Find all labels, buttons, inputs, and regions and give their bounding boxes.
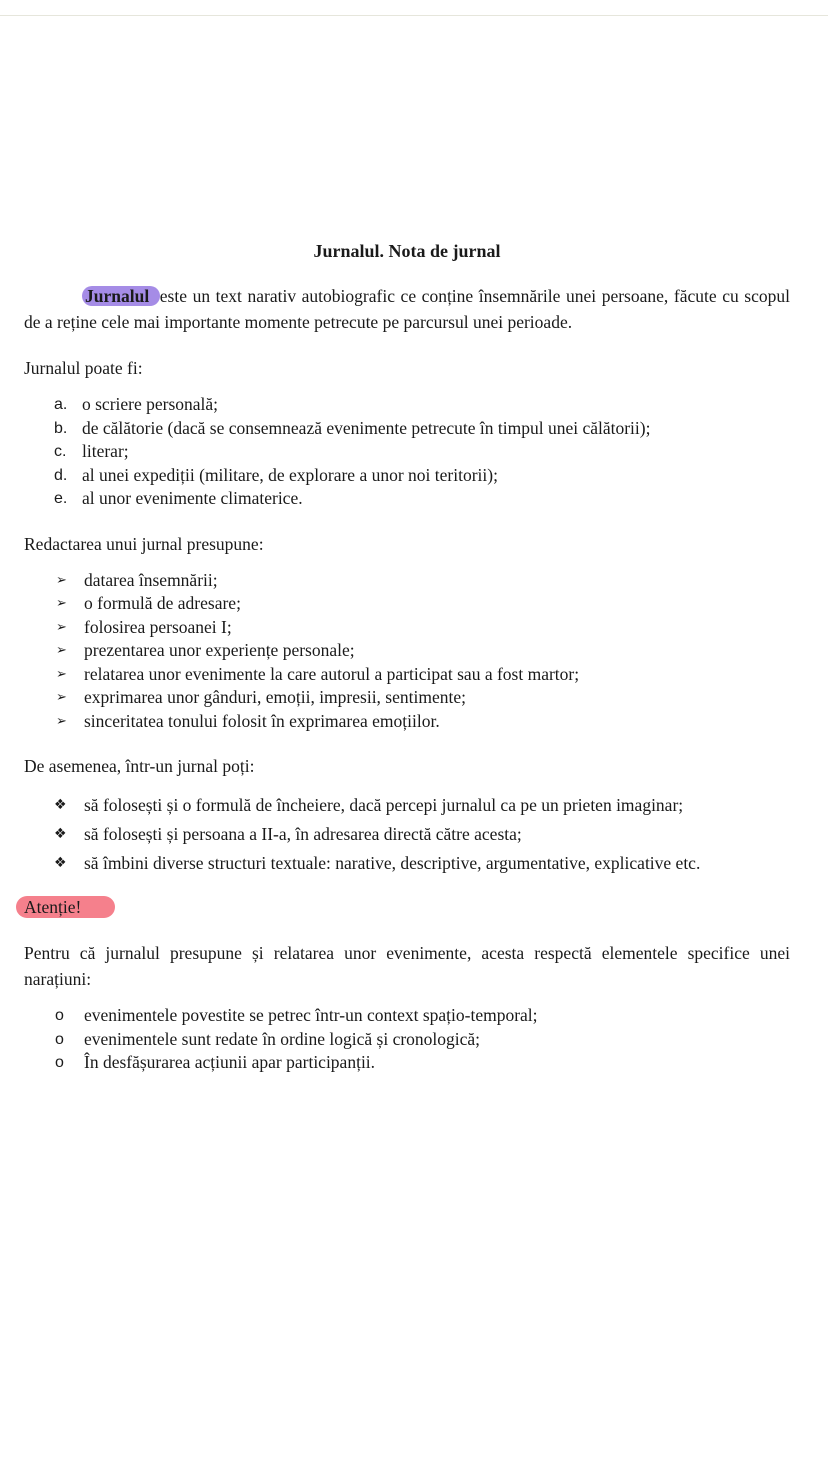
list-item [24, 569, 790, 593]
list-item-text: prezentarea unor experiențe personale; [84, 640, 355, 660]
list-item-text: literar; [82, 441, 129, 461]
arrow-bullet-icon: ➢ [56, 643, 67, 658]
list-marker: e. [54, 490, 68, 507]
list-item [24, 1028, 790, 1052]
writing-heading: Redactarea unui jurnal presupune: [24, 533, 264, 554]
list-item-text: În desfășurarea acțiunii apar participanții. [84, 1052, 376, 1072]
list-item-text: o formulă de adresare; [84, 593, 241, 613]
diamond-bullet-icon: ❖ [54, 797, 67, 813]
list-item-text: să folosești și persoana a II-a, în adresarea directă către acesta; [84, 824, 522, 844]
list-item [24, 393, 790, 417]
list-item-text: exprimarea unor gânduri, emoții, impresii, sentimente; [84, 687, 466, 707]
diamond-bullet-icon: ❖ [54, 826, 67, 842]
arrow-bullet-icon: ➢ [56, 666, 67, 682]
list-item [24, 616, 790, 640]
arrow-bullet-icon: ➢ [56, 596, 67, 611]
list-item [24, 791, 790, 820]
arrow-bullet-icon: ➢ [56, 572, 67, 588]
list-item [24, 464, 790, 488]
list-item [24, 440, 790, 464]
list-marker: d. [54, 466, 68, 484]
also-heading: De asemenea, într-un jurnal poți: [24, 756, 255, 776]
list-item-text: relatarea unor evenimente la care autorul a participat sau a fost martor; [84, 663, 580, 684]
list-item-text: să folosești și o formulă de încheiere, dacă percepi jurnalul ca pe un prieten imaginar; [84, 795, 684, 815]
list-marker: b. [54, 419, 68, 437]
types-heading: Jurnalul poate fi: [24, 358, 143, 378]
list-item [24, 710, 790, 734]
list-item [24, 417, 790, 441]
list-marker: c. [54, 443, 67, 460]
list-item [24, 592, 790, 616]
list-item-text: de călătorie (dacă se consemnează evenimente petrecute în timpul unei călătorii); [82, 417, 651, 438]
arrow-bullet-icon: ➢ [56, 690, 67, 705]
list-item [24, 487, 790, 511]
list-item [24, 849, 790, 878]
types-list [24, 393, 790, 511]
diamond-bullet-icon: ❖ [54, 855, 67, 871]
list-item-text: sinceritatea tonului folosit în exprimarea emoțiilor. [84, 710, 440, 731]
list-item-text: să îmbini diverse structuri textuale: narative, descriptive, argumentative, explicative etc. [84, 853, 701, 873]
circle-bullet-icon: o [55, 1030, 64, 1048]
intro-text: este un text narativ autobiografic ce conține însemnările unei persoane, făcute cu scopul de a reține cele mai importante momente petrecute pe parcursul unei perioade. [24, 286, 790, 332]
arrow-bullet-icon: ➢ [56, 713, 67, 729]
circle-bullet-icon: o [55, 1054, 64, 1071]
list-item-text: folosirea persoanei I; [84, 616, 232, 637]
also-list [24, 791, 790, 878]
highlighted-term: Jurnalul [82, 286, 160, 306]
page-title: Jurnalul. Nota de jurnal [313, 241, 501, 261]
intro-paragraph [24, 283, 790, 335]
list-item [24, 1051, 790, 1075]
list-marker: a. [54, 396, 68, 413]
list-item [24, 686, 790, 710]
list-item-text: o scriere personală; [82, 394, 219, 414]
attention-label: Atenție! [16, 896, 115, 918]
list-item-text: al unor evenimente climaterice. [82, 488, 303, 508]
arrow-bullet-icon: ➢ [56, 619, 67, 635]
list-item-text: evenimentele povestite se petrec într-un context spațio-temporal; [84, 1005, 538, 1025]
list-item-text: al unei expediții (militare, de explorare a unor noi teritorii); [82, 464, 498, 485]
list-item [24, 663, 790, 687]
document-page [24, 238, 790, 1075]
circle-bullet-icon: o [55, 1007, 64, 1024]
top-divider [0, 15, 828, 16]
narrative-paragraph: Pentru că jurnalul presupune și relatarea unor evenimente, acesta respectă elementele specifice unei narațiuni: [24, 943, 790, 989]
list-item [24, 639, 790, 663]
list-item [24, 820, 790, 849]
narrative-list [24, 1004, 790, 1075]
writing-list [24, 569, 790, 734]
list-item-text: datarea însemnării; [84, 569, 218, 590]
list-item [24, 1004, 790, 1028]
list-item-text: evenimentele sunt redate în ordine logică și cronologică; [84, 1028, 481, 1049]
